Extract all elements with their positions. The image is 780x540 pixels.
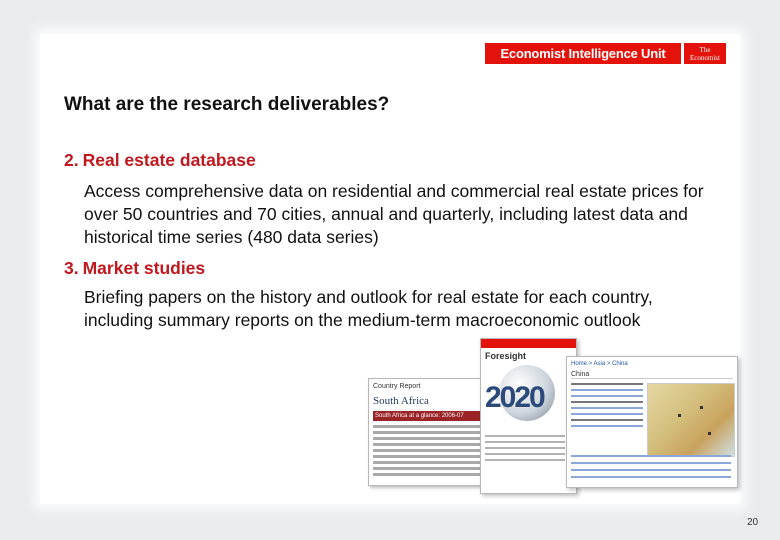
- forecast-text-lines: [485, 435, 565, 465]
- eiu-logo: Economist Intelligence Unit: [485, 43, 681, 64]
- forecast-year-mark: 2020: [485, 381, 544, 414]
- forecast-label: Foresight: [485, 351, 527, 361]
- webpage-country-title: China: [571, 371, 733, 379]
- webpage-more-links: [571, 455, 731, 483]
- webpage-links: [571, 383, 643, 431]
- section-body: [64, 286, 664, 332]
- section-number: 2.: [64, 150, 79, 170]
- country-report-label: Country Report: [373, 383, 421, 390]
- country-report-band: South Africa at a glance: 2006-07: [373, 411, 517, 421]
- section-heading: [64, 258, 205, 279]
- country-webpage-thumbnail: [566, 356, 738, 488]
- section-heading-text: Real estate database: [82, 150, 256, 170]
- section-body: [64, 180, 724, 249]
- webpage-breadcrumb: Home > Asia > China: [571, 361, 628, 367]
- section-heading-text: Market studies: [82, 258, 206, 278]
- slide-title: What are the research deliverables?: [64, 94, 390, 115]
- brand-logo: [485, 43, 726, 64]
- section-body-text: Access comprehensive data on residential and commercial real estate prices for over 50 countries and 70 cities, annual and quarterly, including latest data and historical time series (480 data series): [84, 181, 704, 247]
- forecast-report-thumbnail: [480, 338, 577, 494]
- section-number: 3.: [64, 258, 79, 278]
- page-number: 20: [747, 517, 759, 528]
- section-body-text: Briefing papers on the history and outlook for real estate for each country, including summary reports on the medium-term macroeconomic outlook: [84, 287, 653, 330]
- economist-logo: The Economist: [684, 43, 726, 64]
- map-icon: [647, 383, 735, 457]
- country-report-country: South Africa: [373, 395, 429, 407]
- forecast-ribbon: [481, 339, 576, 348]
- section-heading: [64, 150, 256, 171]
